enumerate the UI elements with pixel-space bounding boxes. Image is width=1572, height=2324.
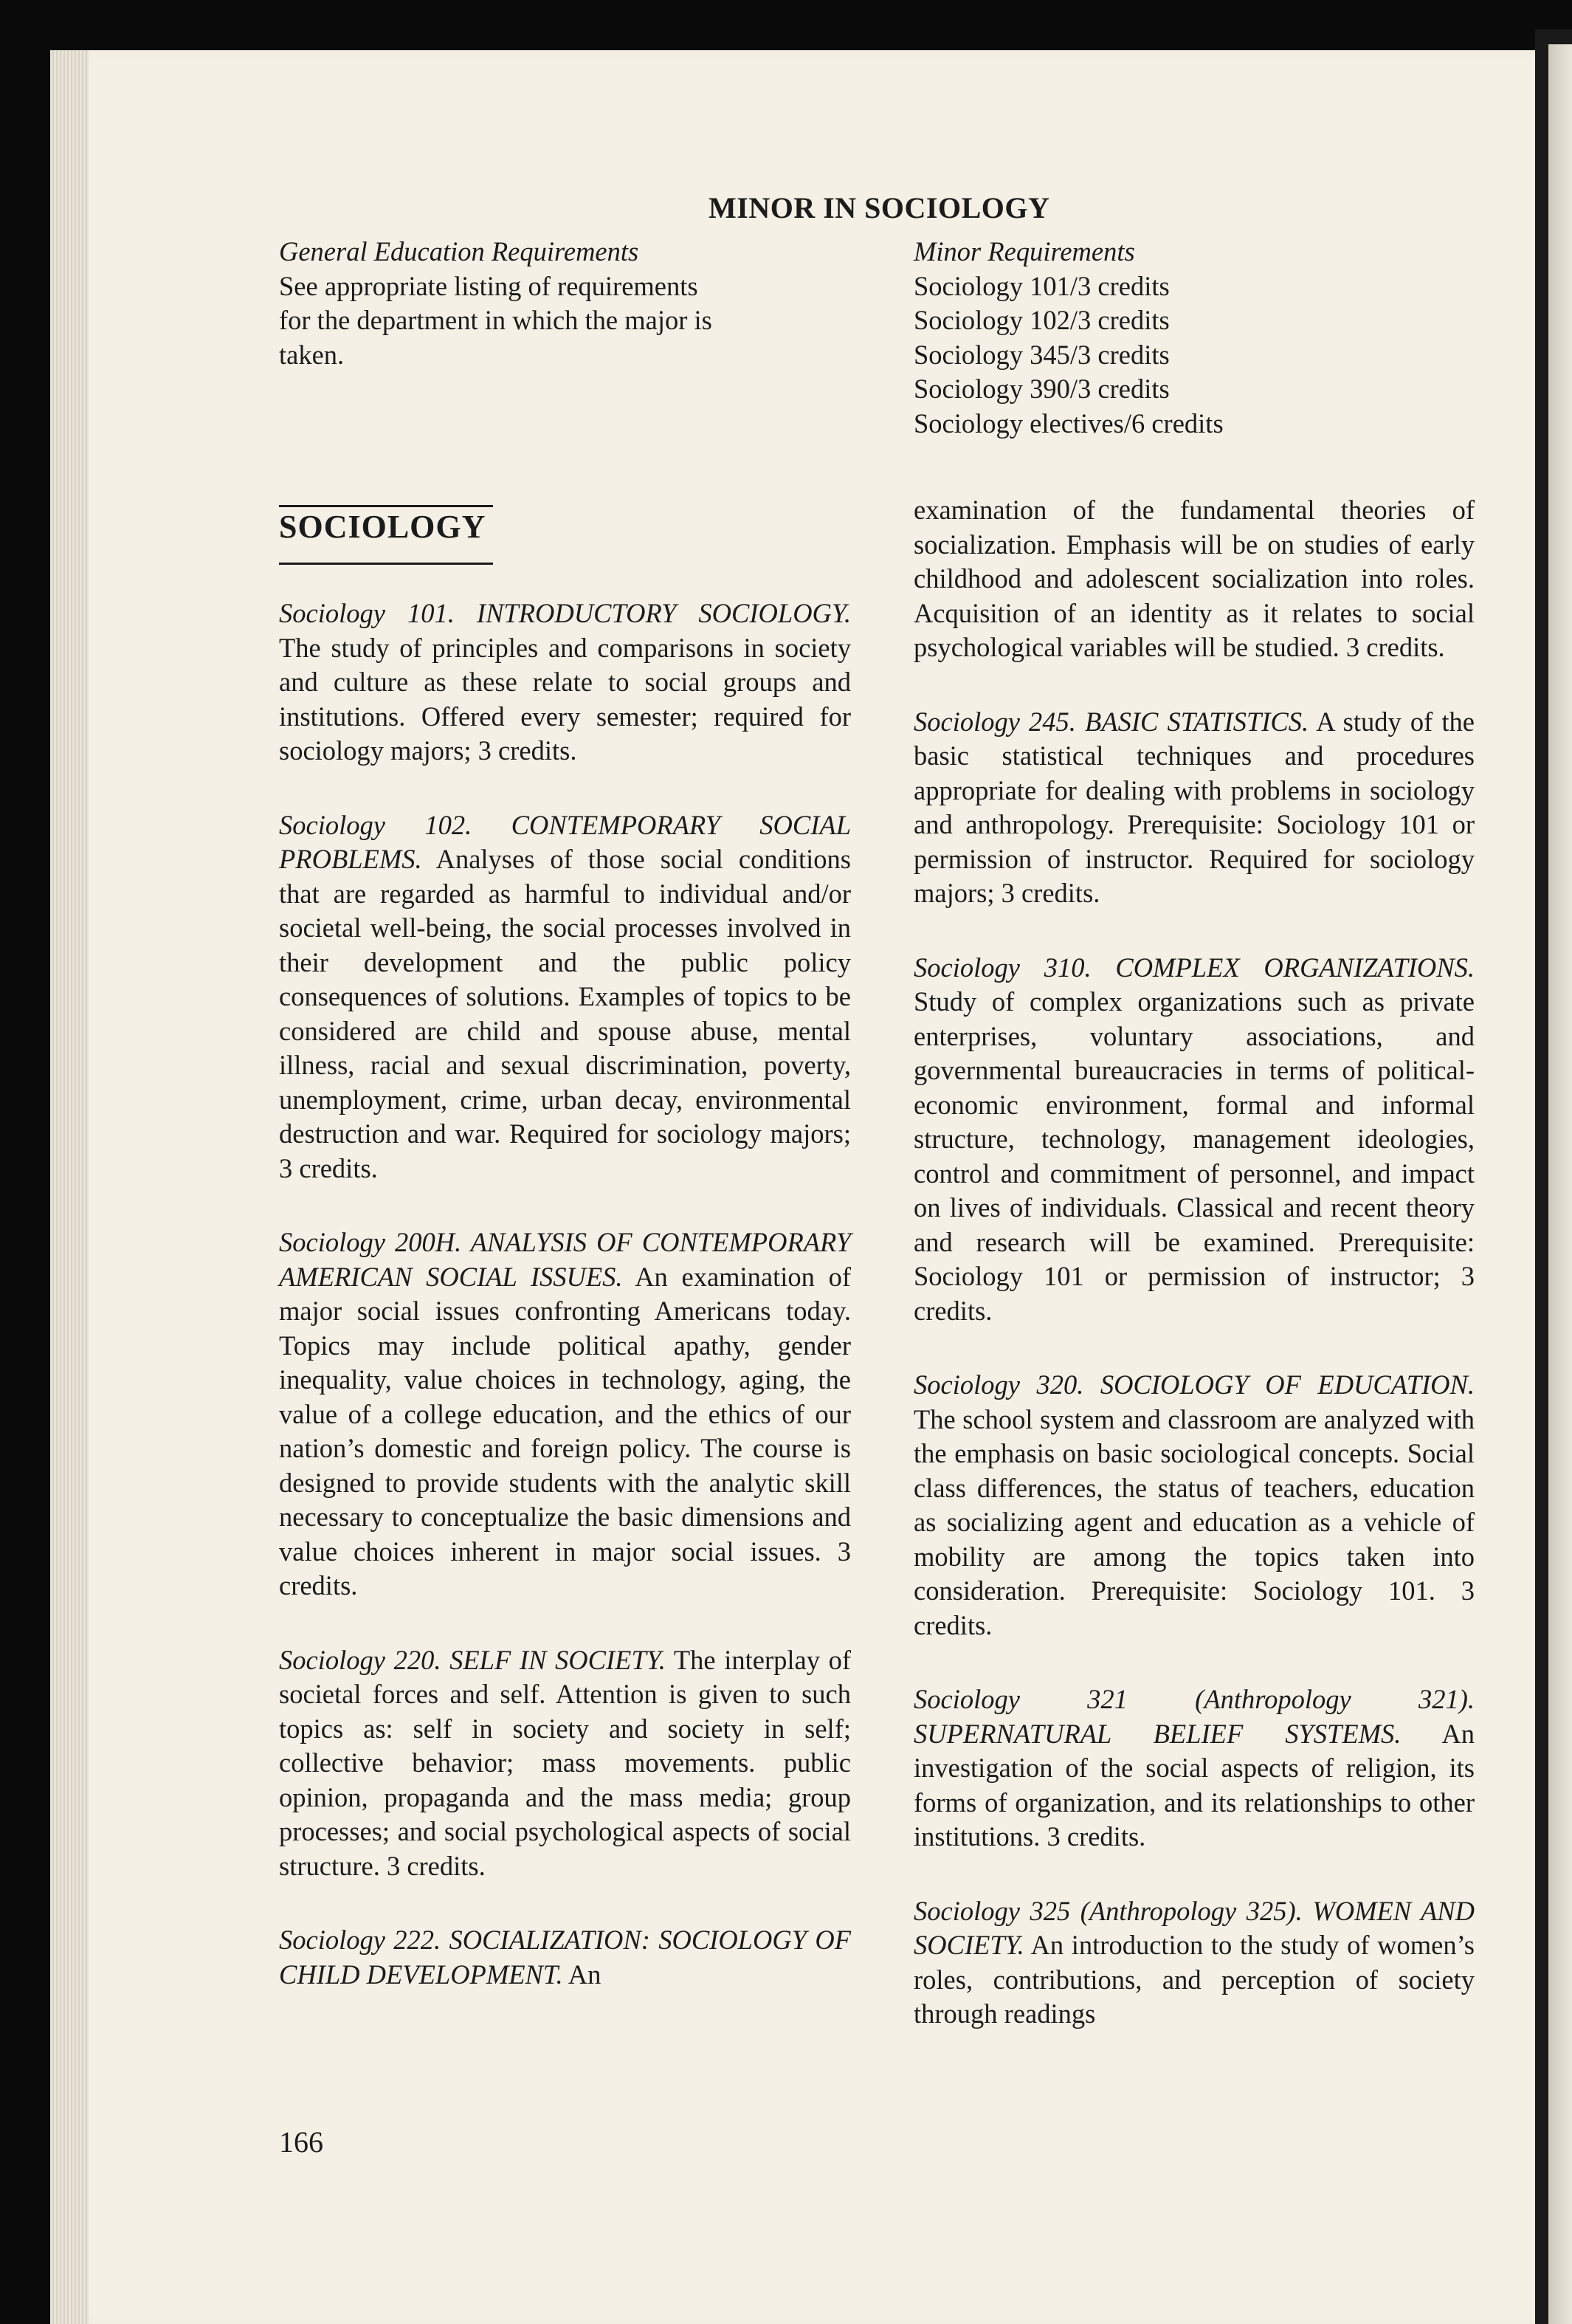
right-course-column	[914, 493, 1475, 2032]
course-title: Sociology 245. BASIC STATISTICS.	[914, 706, 1309, 737]
course-body: The study of principles and comparisons in society and culture as these relate to social groups and institutions. Offered every semester; required for sociology majors; 3 credits.	[279, 632, 851, 766]
section-rule-top	[279, 505, 493, 507]
course-body: Study of complex organizations such as private enterprises, voluntary associations, and governmental bureaucracies in terms of political-economic environment, formal and informal structure, technology, management ideologies, control and commitment of personnel, and impact on lives of individuals. Classical and recent theory and research will be examined. Prerequisite: Sociology 101 or permission of instructor; 3 credits.	[914, 986, 1475, 1326]
course-title: Sociology 310. COMPLEX ORGANIZATIONS.	[914, 952, 1475, 983]
continued-text: examination of the fundamental theories of socialization. Emphasis will be on studies of early childhood and adolescent socialization into roles. Acquisition of an identity as it relates to social psychological variables will be studied. 3 credits.	[914, 495, 1475, 662]
course-entry	[279, 1225, 851, 1603]
course-title: Sociology 321 (Anthropology 321). SUPERNATURAL BELIEF SYSTEMS.	[914, 1684, 1475, 1749]
course-body: Analyses of those social conditions that are regarded as harmful to individual and/or societal well-being, the social processes involved in their development and the public policy consequences of solutions. Examples of topics to be considered are child and spouse abuse, mental illness, racial and sexual discrimination, poverty, unemployment, crime, urban decay, environmental destruction and war. Required for sociology majors; 3 credits.	[279, 844, 851, 1183]
course-title: Sociology 101. INTRODUCTORY SOCIOLOGY.	[279, 598, 851, 628]
page-number: 166	[279, 2125, 323, 2159]
course-entry	[914, 951, 1475, 1329]
requirement-item: Sociology 390/3 credits	[914, 374, 1170, 404]
minor-requirements-title: Minor Requirements	[914, 236, 1135, 267]
minor-heading: MINOR IN SOCIOLOGY	[709, 191, 1050, 224]
course-body: A study of the basic statistical techniques and procedures appropriate for dealing with problems in sociology and anthropology. Prerequisite: Sociology 101 or permission of instructor. Required for sociology majors; 3 credits.	[914, 706, 1475, 908]
course-title: Sociology 102. CONTEMPORARY SOCIAL PROBLEMS.	[279, 809, 851, 874]
course-entry	[914, 1682, 1475, 1854]
course-entry	[914, 705, 1475, 911]
requirement-item: Sociology 102/3 credits	[914, 305, 1170, 335]
course-entry	[279, 808, 851, 1186]
section-title: SOCIOLOGY	[279, 509, 486, 545]
page-stack-edge	[50, 50, 89, 2324]
left-course-column	[279, 597, 851, 1992]
requirement-item: Sociology electives/6 credits	[914, 408, 1224, 439]
course-entry	[279, 1923, 851, 1992]
course-entry	[914, 1894, 1475, 2032]
gen-ed-title: General Education Requirements	[279, 236, 639, 267]
course-body: The school system and classroom are analyzed with the emphasis on basic sociological concepts. Social class differences, the status of teachers, education as socializing agent and education as a vehicle of mobility are among the topics taken into consideration. Prerequisite: Sociology 101. 3 credits.	[914, 1403, 1475, 1640]
requirement-item: Sociology 345/3 credits	[914, 339, 1170, 370]
course-body: An introduction to the study of women’s roles, contributions, and perception of society through readings	[914, 1930, 1475, 2029]
course-title: Sociology 200H. ANALYSIS OF CONTEMPORARY AMERICAN SOCIAL ISSUES.	[279, 1227, 851, 1292]
minor-requirements-block	[914, 235, 1475, 441]
course-entry	[279, 597, 851, 769]
course-title: Sociology 325 (Anthropology 325). WOMEN AND SOCIETY.	[914, 1895, 1475, 1960]
gen-ed-block	[279, 235, 851, 372]
course-entry	[914, 1368, 1475, 1643]
course-entry	[279, 1643, 851, 1884]
gen-ed-text: See appropriate listing of requirements for the department in which the major is taken.	[279, 270, 712, 370]
course-body: The interplay of societal forces and self. Attention is given to such topics as: self in society and society in self; collective behavior; mass movements. public opinion, propaganda and the mass media; group processes; and social psychological aspects of social structure. 3 credits.	[279, 1644, 852, 1881]
course-title: Sociology 320. SOCIOLOGY OF EDUCATION.	[914, 1369, 1475, 1400]
course-body: An examination of major social issues confronting Americans today. Topics may include political apathy, gender inequality, value choices in technology, aging, the value of a college education, and the ethics of our nation’s domestic and foreign policy. The course is designed to provide students with the analytic skill necessary to conceptualize the basic dimensions and value choices inherent in major social issues. 3 credits.	[279, 1261, 851, 1601]
course-title: Sociology 222. SOCIALIZATION: SOCIOLOGY OF CHILD DEVELOPMENT.	[279, 1925, 851, 1990]
facing-page-edge	[1548, 44, 1572, 2324]
course-title: Sociology 220. SELF IN SOCIETY.	[279, 1644, 666, 1675]
course-body: An investigation of the social aspects of religion, its forms of organization, and its relationships to other institutions. 3 credits.	[914, 1718, 1475, 1852]
requirement-item: Sociology 101/3 credits	[914, 270, 1170, 301]
course-body: An	[568, 1959, 601, 1990]
section-rule-bottom	[279, 563, 493, 565]
